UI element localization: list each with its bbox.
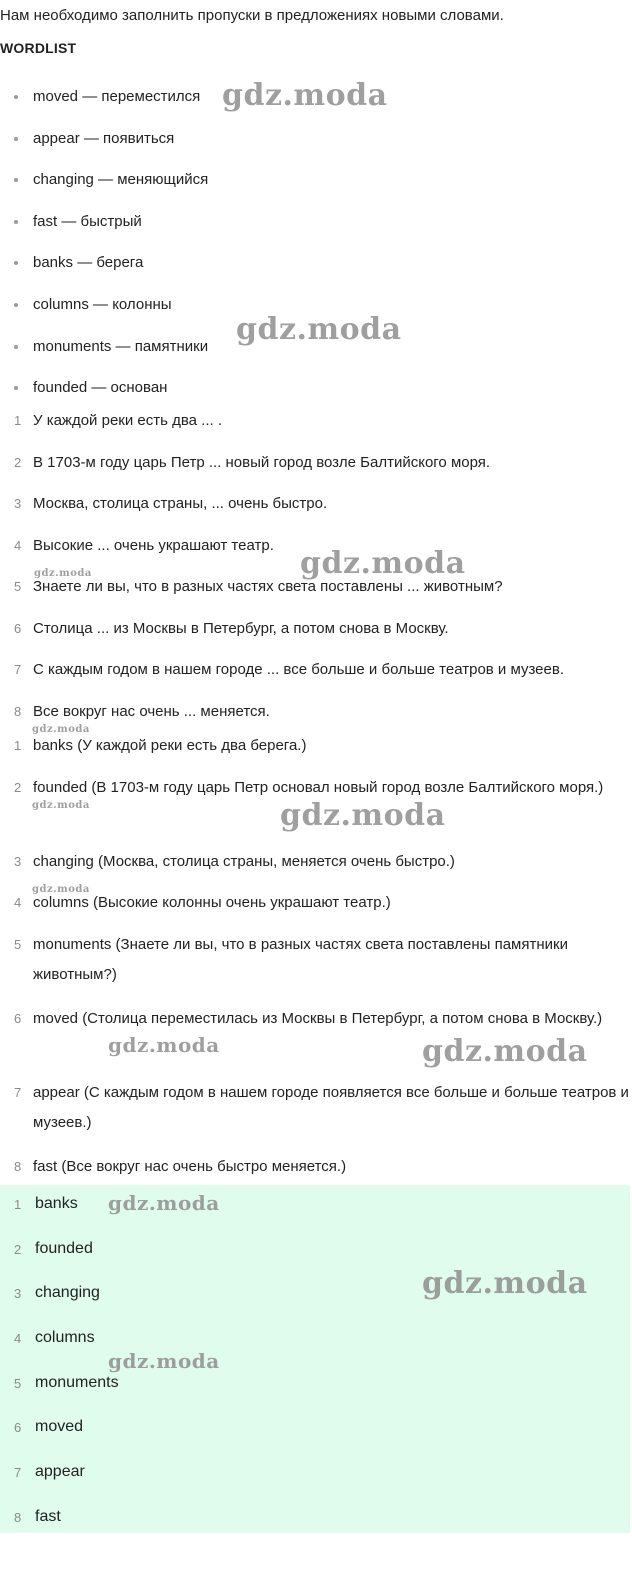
answer-item (0, 851, 632, 893)
answer-number: 1 (14, 738, 22, 753)
answer-number: 5 (14, 936, 22, 952)
question-item (0, 493, 632, 535)
wordlist-item (0, 128, 632, 170)
answer-number: 3 (14, 853, 22, 869)
answer-item (0, 735, 632, 777)
watermark-logo: gdz.moda (32, 800, 90, 811)
key-word: banks (35, 1195, 78, 1212)
wordlist-heading: WORDLIST (0, 40, 77, 56)
key-word: changing (35, 1284, 100, 1302)
bullet-dot-icon (14, 303, 18, 307)
key-number: 2 (14, 1241, 22, 1257)
wordlist-item-text: columns — колонны (33, 295, 172, 313)
question-number: 6 (14, 620, 22, 636)
key-number: 5 (14, 1375, 22, 1391)
key-number: 3 (14, 1286, 22, 1302)
key-number: 1 (14, 1197, 22, 1212)
wordlist-item-text: banks — берега (33, 254, 144, 272)
watermark-logo: gdz.moda (108, 1191, 220, 1215)
watermark-logo: gdz.moda (108, 1349, 220, 1373)
bullet-dot-icon (14, 345, 18, 349)
key-word: fast (35, 1507, 61, 1525)
key-number: 6 (14, 1420, 22, 1436)
key-word: columns (35, 1329, 95, 1347)
wordlist-item-text: moved — переместился (33, 88, 201, 105)
answer-number: 2 (14, 779, 22, 795)
wordlist-item-text: founded — основан (33, 379, 168, 397)
wordlist-item (0, 294, 632, 336)
question-text: Высокие ... очень украшают театр. (33, 536, 274, 554)
wordlist-item (0, 252, 632, 294)
key-number: 7 (14, 1465, 22, 1481)
wordlist-item-text: monuments — памятники (33, 337, 209, 355)
watermark-logo: gdz.moda (300, 546, 466, 581)
question-text: В 1703-м году царь Петр ... новый город возле Балтийского моря. (33, 453, 491, 471)
answers-list (0, 735, 632, 1188)
answer-number: 6 (14, 1010, 22, 1026)
answer-item (0, 1008, 632, 1082)
bullet-dot-icon (14, 220, 18, 224)
wordlist-item-text: changing — меняющийся (33, 171, 209, 189)
wordlist (0, 86, 632, 419)
question-text: У каждой реки есть два ... . (33, 412, 222, 429)
question-item (0, 618, 632, 660)
answer-text: founded (В 1703-м году царь Петр основал новый город возле Балтийского моря.) (33, 778, 604, 796)
answer-number: 8 (14, 1158, 22, 1174)
answer-text: monuments (Знаете ли вы, что в разных частях света поставлены памятники животным?) (33, 935, 568, 983)
answer-item (0, 1082, 632, 1156)
answer-number: 7 (14, 1084, 22, 1100)
watermark-logo: gdz.moda (236, 312, 402, 347)
watermark-logo: gdz.moda (222, 78, 388, 113)
watermark-logo: gdz.moda (32, 884, 90, 895)
answer-key-box (0, 1185, 630, 1533)
question-number: 8 (14, 703, 22, 719)
bullet-dot-icon (14, 178, 18, 182)
bullet-dot-icon (14, 137, 18, 141)
question-item (0, 535, 632, 577)
watermark-logo: gdz.moda (422, 1266, 588, 1301)
key-number: 8 (14, 1509, 22, 1525)
wordlist-item-text: appear — появиться (33, 129, 175, 147)
question-item (0, 659, 632, 701)
key-item (0, 1416, 630, 1461)
watermark-logo: gdz.moda (422, 1034, 588, 1069)
question-item (0, 452, 632, 494)
answer-text: appear (С каждым годом в нашем городе появляется все больше и больше театров и музеев.) (33, 1083, 629, 1131)
answer-text: fast (Все вокруг нас очень быстро меняется.) (33, 1157, 347, 1175)
answer-item (0, 934, 632, 1008)
key-item (0, 1193, 630, 1238)
key-item (0, 1461, 630, 1506)
answer-text: changing (Москва, столица страны, меняется очень быстро.) (33, 852, 455, 870)
question-text: Столица ... из Москвы в Петербург, а потом снова в Москву. (33, 619, 449, 637)
bullet-dot-icon (14, 95, 18, 99)
key-word: monuments (35, 1373, 119, 1391)
answer-key-list (0, 1193, 630, 1551)
wordlist-item-text: fast — быстрый (33, 212, 142, 230)
answer-item (0, 892, 632, 934)
answer-text: columns (Высокие колонны очень украшают театр.) (33, 894, 391, 911)
key-word: moved (35, 1418, 84, 1436)
question-number: 5 (14, 579, 22, 594)
key-item (0, 1282, 630, 1327)
key-item (0, 1506, 630, 1551)
watermark-logo: gdz.moda (32, 724, 90, 735)
key-word: founded (35, 1239, 93, 1257)
question-item (0, 576, 632, 618)
question-text: С каждым годом в нашем городе ... все больше и больше театров и музеев. (33, 661, 564, 678)
question-text: Знаете ли вы, что в разных частях света поставлены ... животным? (33, 578, 503, 595)
watermark-logo: gdz.moda (108, 1033, 220, 1057)
wordlist-item (0, 86, 632, 128)
bullet-dot-icon (14, 261, 18, 265)
watermark-logo: gdz.moda (280, 798, 446, 833)
key-number: 4 (14, 1331, 22, 1347)
questions-list (0, 410, 632, 742)
question-text: Москва, столица страны, ... очень быстро. (33, 495, 328, 512)
bullet-dot-icon (14, 386, 18, 390)
key-item (0, 1372, 630, 1417)
answer-text: moved (Столица переместилась из Москвы в Петербург, а потом снова в Москву.) (33, 1009, 603, 1027)
question-item (0, 410, 632, 452)
question-number: 7 (14, 662, 22, 677)
question-number: 2 (14, 454, 22, 470)
wordlist-item (0, 211, 632, 253)
question-number: 1 (14, 413, 22, 428)
answer-item (0, 1156, 632, 1188)
wordlist-item (0, 336, 632, 378)
key-item (0, 1238, 630, 1283)
question-number: 3 (14, 496, 22, 511)
answer-item (0, 777, 632, 851)
answer-text: banks (У каждой реки есть два берега.) (33, 737, 307, 754)
instruction-text: Нам необходимо заполнить пропуски в предложениях новыми словами. (0, 7, 504, 24)
watermark-logo: gdz.moda (34, 568, 92, 579)
question-number: 4 (14, 537, 22, 553)
key-word: appear (35, 1463, 85, 1481)
question-text: Все вокруг нас очень ... меняется. (33, 702, 270, 720)
key-item (0, 1327, 630, 1372)
wordlist-item (0, 169, 632, 211)
answer-number: 4 (14, 895, 22, 910)
